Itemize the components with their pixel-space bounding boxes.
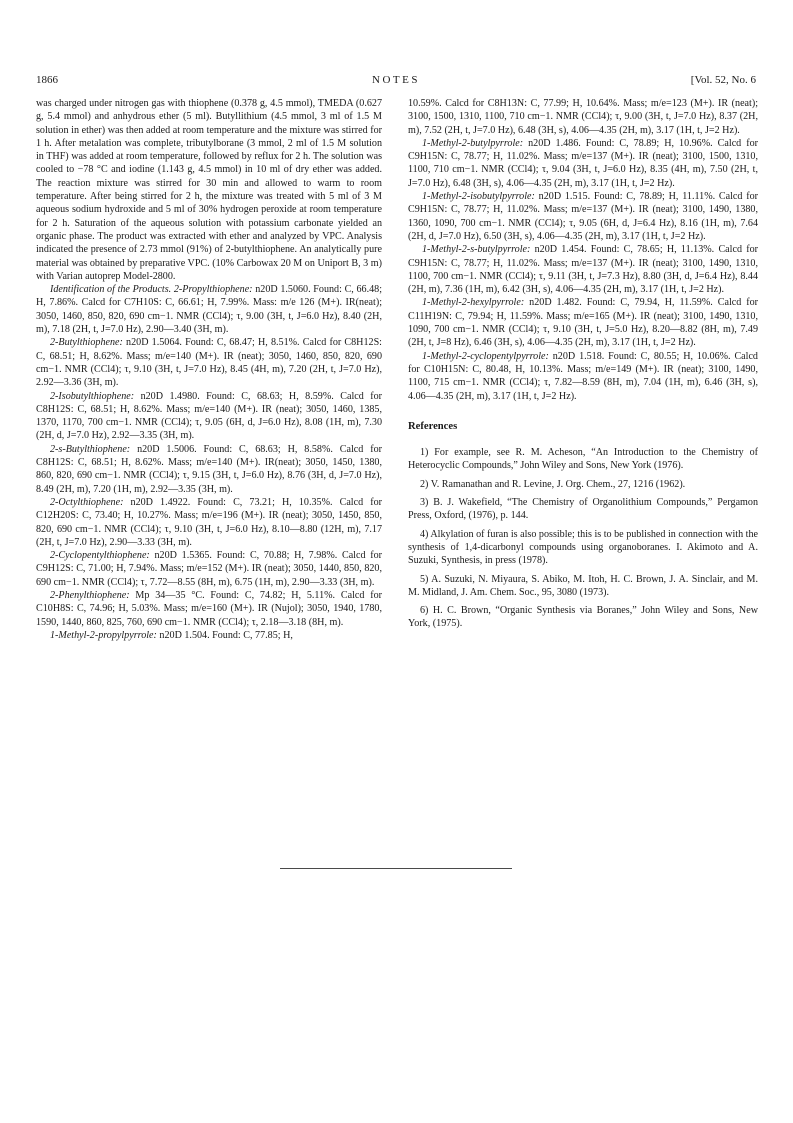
section-heading: Identification of the Products. [50, 284, 172, 296]
compound-data: n20D 1.482. Found: C, 79.94, H, 11.59%. Calcd for C11H19N: C, 79.94; H, 11.59%. Mass; m/e=165 (M+). IR (neat); 3100, 1490, 1310, 1090, 700 cm−1. NMR (CCl4); τ, 9.10 (3H, t, J=5.0 Hz), 8.20—8.82 (8H, m), 7.49 (2H, t, J=8 Hz), 6.46 (3H, s), 4.06—4.35 (2H, m), 3.17 (1H, t, J=2 Hz). [408, 297, 758, 349]
section-title: NOTES [372, 74, 420, 86]
left-column [36, 97, 382, 642]
compound-name: 1-Methyl-2-cyclopentylpyrrole: [422, 350, 549, 362]
compound-data: n20D 1.5365. Found: C, 70.88; H, 7.98%. Calcd for C9H12S: C, 71.00; H, 7.94%. Mass; m/e=152 (M+). IR (neat); 3050, 1440, 850, 820, 690 cm−1. NMR (CCl4); τ, 7.72—8.55 (8H, m), 6.75 (1H, m), 2.90—3.33 (3H, m). [36, 550, 382, 588]
compound-data: n20D 1.5060. Found: C, 66.48; H, 7.86%. Calcd for C7H10S: C, 66.61; H, 7.99%. Mass: m/e 126 (M+). IR(neat); 3050, 1460, 850, 820, 690 cm−1. NMR (CCl4); τ, 9.00 (3H, t, J=6.0 Hz), 8.40 (2H, m), 7.18 (2H, t, J=7.0 Hz), 2.90—3.40 (3H, m). [36, 284, 383, 336]
compound-data: n20D 1.4922. Found: C, 73.21; H, 10.35%. Calcd for C12H20S: C, 73.40; H, 10.27%. Mass; m/e=196 (M+). IR (neat); 3050, 1450, 850, 820, 690 cm−1. NMR (CCl4); τ, 9.10 (3H, t, J=6.0 Hz), 8.10—8.80 (12H, m), 7.17 (2H, t, J=7.0 Hz), 2.90—3.33 (3H, m). [36, 496, 382, 548]
product-entry-continued: 10.59%. Calcd for C8H13N: C, 77.99; H, 10.64%. Mass; m/e=123 (M+). IR (neat); 3100, 1500, 1310, 1100, 710 cm−1. NMR (CCl4); τ, 9.00 (3H, t, J=7.0 Hz), 8.37 (2H, m), 7.52 (2H, t, J=7.0 Hz), 6.48 (3H, s), 4.06—4.35 (2H, m), 3.17 (1H, t, J=2 Hz). [408, 98, 758, 136]
compound-name: 2-s-Butylthiophene: [50, 443, 131, 455]
compound-name: 1-Methyl-2-s-butylpyrrole: [422, 244, 531, 256]
reference-item: 4) Alkylation of furan is also possible; this is to be published in connection with the synthesis of 1,4-dicarbonyl compounds using organoboranes. I. Akimoto and A. Suzuki, Synthesis, in press (1978). [408, 528, 758, 567]
compound-name: 2-Butylthiophene: [50, 337, 123, 349]
product-entry [408, 296, 758, 349]
compound-name: 2-Phenylthiophene: [50, 589, 130, 601]
compound-name: 2-Propylthiophene: [173, 284, 253, 296]
reference-item: 6) H. C. Brown, “Organic Synthesis via Boranes,” John Wiley and Sons, New York, (1975). [408, 605, 758, 630]
compound-name: 1-Methyl-2-hexylpyrrole: [422, 297, 525, 309]
product-entry [36, 336, 382, 389]
compound-data: n20D 1.518. Found: C, 80.55; H, 10.06%. Calcd for C10H15N: C, 80.48, H, 10.13%. Mass; m/e=149 (M+). IR (neat); 3100, 1490, 1100, 715 cm−1. NMR (CCl4); τ, 7.82—8.59 (8H, m), 7.04 (1H, m), 6.46 (3H, s), 4.06—4.35 (2H, m), 3.17 (1H, t, J=2 Hz). [408, 350, 758, 402]
product-entry [36, 589, 382, 629]
compound-data: n20D 1.5064. Found: C, 68.47; H, 8.51%. Calcd for C8H12S: C, 68.51; H, 8.62%. Mass; m/e=140 (M+). IR (neat); 3050, 1460, 850, 820, 690 cm−1. NMR (CCl4); τ, 9.10 (3H, t, J=7.0 Hz), 8.45 (4H, m), 7.20 (2H, t, J=7.0 Hz), 2.92—3.36 (3H, m). [36, 337, 382, 389]
reference-item: 3) B. J. Wakefield, “The Chemistry of Organolithium Compounds,” Pergamon Press, Oxford, (1976), p. 144. [408, 497, 758, 522]
product-entry [408, 137, 758, 190]
product-entry [408, 350, 758, 403]
compound-name: 1-Methyl-2-isobutylpyrrole: [422, 191, 535, 203]
product-entry [408, 190, 758, 243]
end-of-article-rule [280, 868, 512, 869]
product-entry [36, 629, 382, 642]
compound-data: n20D 1.5006. Found: C, 68.63; H, 8.58%. Calcd for C8H12S: C, 68.51; H, 8.62%. Mass; m/e=140 (M+). IR(neat); 3050, 1450, 1380, 860, 820, 690 cm−1. NMR (CCl4); τ, 9.15 (3H, t, J=6.0 Hz), 8.76 (3H, d, J=7.0 Hz), 8.49 (2H, m), 7.20 (1H, m), 2.92—3.35 (3H, m). [36, 443, 382, 495]
compound-data: n20D 1.4980. Found: C, 68.63; H, 8.59%. Calcd for C8H12S: C, 68.51; H, 8.62%. Mass; m/e=140 (M+). IR (neat); 3050, 1460, 1385, 1370, 1170, 700 cm−1. NMR (CCl4); τ, 9.05 (6H, d, J=6.0 Hz), 8.08 (1H, m), 7.30 (2H, d, J=7.0 Hz), 2.92—3.35 (3H, m). [36, 390, 383, 442]
references-heading: References [408, 420, 458, 432]
right-column [408, 97, 758, 636]
compound-data: n20D 1.454. Found: C, 78.65; H, 11.13%. Calcd for C9H15N: C, 78.77; H, 11.02%. Mass; m/e=137 (M+). IR (neat); 3100, 1490, 1310, 1100, 700 cm−1. NMR (CCl4); τ, 9.11 (3H, t, J=7.3 Hz), 8.80 (3H, d, J=6.4 Hz), 8.44 (2H, m), 7.36 (1H, m), 6.42 (3H, s), 4.06—4.35 (2H, m), 3.17 (1H, t, J=2 Hz). [408, 244, 758, 296]
page-number: 1866 [36, 74, 58, 86]
product-entry [36, 549, 382, 589]
compound-data: n20D 1.486. Found: C, 78.89; H, 10.96%. Calcd for C9H15N: C, 78.77; H, 11.02%. Mass; m/e=137 (M+). IR (neat); 3100, 1500, 1310, 1100, 710 cm−1. NMR (CCl4); τ, 9.04 (3H, t, J=6.0 Hz), 8.35 (4H, m), 7.50 (2H, t, J=7.0 Hz), 6.48 (3H, s), 4.06—4.35 (2H, m), 3.17 (1H, t, J=2 Hz). [408, 137, 758, 189]
page-header [36, 74, 756, 90]
compound-name: 2-Cyclopentylthiophene: [50, 550, 150, 562]
compound-name: 1-Methyl-2-butylpyrrole: [422, 137, 524, 149]
product-entry [36, 390, 382, 443]
reference-item: 5) A. Suzuki, N. Miyaura, S. Abiko, M. Itoh, H. C. Brown, J. A. Sinclair, and M. M. Midland, J. Am. Chem. Soc., 95, 3080 (1973). [408, 573, 758, 598]
product-entry [408, 243, 758, 296]
compound-data: Mp 34—35 °C. Found: C, 74.82; H, 5.11%. Calcd for C10H8S: C, 74.96; H, 5.03%. Mass; m/e=160 (M+). IR (Nujol); 3050, 1940, 1780, 1590, 1440, 860, 825, 760, 690 cm−1. NMR (CCl4); τ, 2.18—3.18 (8H, m). [36, 589, 382, 628]
volume-info: [Vol. 52, No. 6 [690, 74, 756, 86]
procedure-paragraph: was charged under nitrogen gas with thiophene (0.378 g, 4.5 mmol), TMEDA (0.627 g, 5.4 mmol) and anhydrous ether (5 ml). Butyllithium (4.5 mmol, 3 ml of 1.5 M solution in ether) was then added at room temperature and the mixture was stirred for 1 h. After metalation was complete, tributylborane (3 mmol, 2 ml of 1.5 M solution in THF) was added at room temperature, followed by reflux for 2 h. The solution was cooled to −78 °C and iodine (1.143 g, 4.5 mmol) in 10 ml of dry ether was added. The reaction mixture was stirred for 30 min and allowed to warm to room temperature. After being stirred for 2 h, the mixture was treated with 5 ml of 3 M aqueous sodium hydroxide and 5 ml of 30% hydrogen peroxide at room temperature for 2 h. Saturation of the aqueous solution with potassium carbonate yielded an organic phase. The product was extracted with ether and analyzed by VPC. Analysis indicated the presence of 2.73 mmol (91%) of 2-butylthiophene. An analytically pure material was obtained by preparative VPC. (10% Carbowax 20 M on Uniport B, 3 m) with Varian autoprep Model-2800. [36, 98, 382, 282]
compound-name: 2-Octylthiophene: [50, 496, 124, 508]
compound-data: n20D 1.504. Found: C, 77.85; H, [159, 629, 293, 641]
reference-item: 2) V. Ramanathan and R. Levine, J. Org. Chem., 27, 1216 (1962). [420, 478, 686, 490]
product-entry [36, 496, 382, 549]
compound-name: 1-Methyl-2-propylpyrrole: [50, 629, 157, 641]
reference-item: 1) For example, see R. M. Acheson, “An Introduction to the Chemistry of Heterocyclic Compounds,” John Wiley and Sons, New York (1976). [408, 447, 758, 472]
product-entry [36, 443, 382, 496]
product-entry [36, 283, 382, 336]
compound-data: n20D 1.515. Found: C, 78.89; H, 11.11%. Calcd for C9H15N: C, 78.77; H, 11.02%. Mass; m/e=137 (M+). IR (neat); 3100, 1490, 1380, 1360, 1090, 700 cm−1. NMR (CCl4); τ, 9.05 (6H, d, J=6.4 Hz), 8.16 (1H, m), 7.64 (2H, d, J=7.0 Hz), 6.50 (3H, s), 4.06—4.35 (2H, m), 3.17 (1H, t, J=2 Hz). [408, 191, 759, 242]
compound-name: 2-Isobutylthiophene: [50, 390, 135, 402]
